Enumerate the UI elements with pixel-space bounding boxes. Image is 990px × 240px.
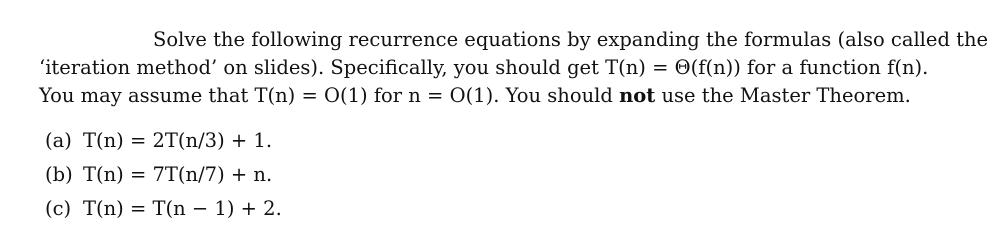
problem-c xyxy=(45,192,282,226)
problem-list xyxy=(45,124,282,226)
instructions-paragraph xyxy=(39,26,989,110)
problem-equation: T(n) = 2T(n/3) + 1. xyxy=(83,129,273,152)
instructions-line-3 xyxy=(39,82,939,110)
problem-b xyxy=(45,158,282,192)
problem-label: (c) xyxy=(45,197,72,220)
emphasis-not: not xyxy=(619,84,656,107)
instructions-line-1: Solve the following recurrence equations by expanding the formulas (also called the xyxy=(153,28,989,51)
problem-label: (b) xyxy=(45,163,73,186)
instructions-line-3-end: use the Master Theorem. xyxy=(655,84,911,107)
instructions-line-2: ‘iteration method’ on slides). Specifically, you should get T(n) = Θ(f(n)) for a function f(n). xyxy=(39,56,929,79)
problem-equation: T(n) = 7T(n/7) + n. xyxy=(83,163,273,186)
instructions-line-3-start: You may assume that T(n) = O(1) for n = O(1). You should xyxy=(39,84,620,107)
problem-label: (a) xyxy=(45,129,72,152)
problem-a xyxy=(45,124,282,158)
problem-equation: T(n) = T(n − 1) + 2. xyxy=(83,197,282,220)
